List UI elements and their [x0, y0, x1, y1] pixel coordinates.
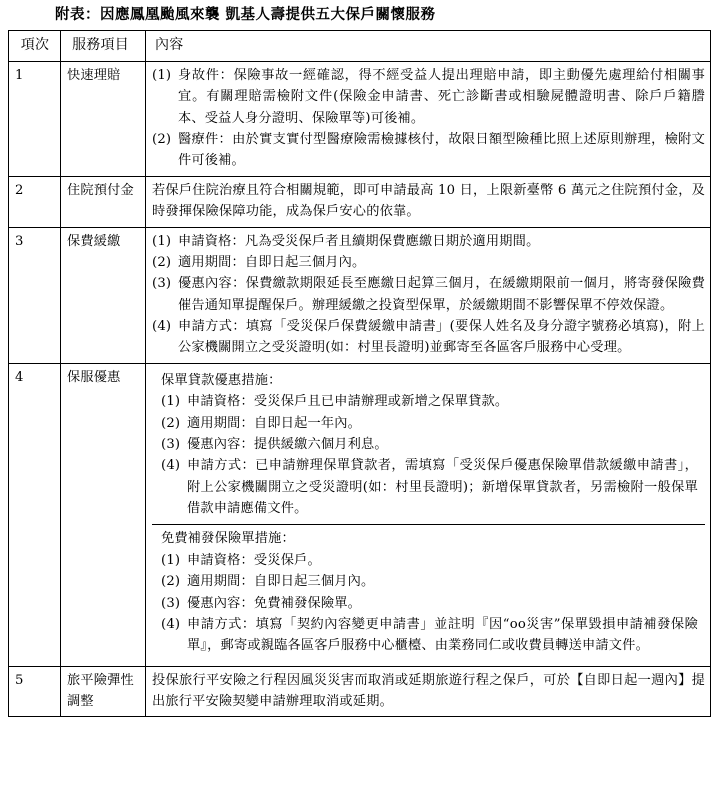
row-number: 1	[9, 61, 61, 176]
content-section	[152, 670, 705, 713]
row-content	[146, 666, 711, 717]
list-item-marker: (3)	[161, 436, 181, 452]
numbered-list-item	[161, 614, 698, 657]
list-item-text: 適用期間：自即日起三個月內。	[178, 254, 366, 270]
content-section	[152, 65, 705, 172]
list-item-marker: (2)	[152, 254, 172, 270]
list-item-text: 醫療件：由於實支實付型醫療險需檢據核付，故限日額型險種比照上述原則辦理，檢附文件可後補。	[178, 132, 705, 169]
numbered-list-item	[161, 413, 698, 434]
numbered-list-item	[152, 316, 705, 359]
numbered-list-item	[161, 571, 698, 592]
content-section	[152, 231, 705, 359]
list-item-marker: (4)	[161, 458, 181, 474]
list-item-marker: (1)	[152, 67, 172, 83]
table-header-row	[9, 31, 711, 62]
list-item-marker: (4)	[152, 319, 172, 335]
list-item-marker: (2)	[161, 574, 181, 590]
column-header-no: 項次	[9, 31, 61, 62]
list-item-text: 申請方式：填寫「契約內容變更申請書」並註明『因“oo災害”保單毀損申請補發保險單』，郵寄或親臨各區客戶服務中心櫃檯、由業務同仁或收費員轉送申請文件。	[187, 616, 698, 654]
content-paragraph: 若保戶住院治療且符合相關規範，即可申請最高 10 日，上限新臺幣 6 萬元之住院預付金，及時發揮保險保障功能，成為保戶安心的依靠。	[152, 182, 705, 220]
list-item-text: 適用期間：自即日起三個月內。	[187, 574, 375, 590]
row-number: 3	[9, 227, 61, 363]
list-item-marker: (2)	[161, 415, 181, 431]
list-item-text: 優惠內容：免費補發保險單。	[187, 595, 362, 611]
list-item-marker: (1)	[161, 552, 181, 568]
column-header-body: 內容	[146, 31, 711, 62]
list-item-text: 優惠內容：提供緩繳六個月利息。	[187, 436, 388, 452]
table-row	[9, 61, 711, 176]
row-service-name: 旅平險彈性調整	[61, 666, 146, 717]
row-service-name: 保服優惠	[61, 363, 146, 666]
row-service-name: 住院預付金	[61, 176, 146, 227]
numbered-list-item	[161, 391, 698, 412]
numbered-list-item	[161, 434, 698, 455]
row-content	[146, 61, 711, 176]
list-item-marker: (1)	[161, 394, 181, 410]
list-item-text: 適用期間：自即日起一年內。	[187, 415, 362, 431]
row-number: 2	[9, 176, 61, 227]
numbered-list-item	[161, 550, 698, 571]
numbered-list-item	[152, 273, 705, 316]
row-content	[146, 363, 711, 666]
row-service-name: 快速理賠	[61, 61, 146, 176]
numbered-list-item	[161, 593, 698, 614]
row-content	[146, 176, 711, 227]
list-item-marker: (2)	[152, 132, 172, 148]
numbered-list-item	[152, 231, 705, 252]
table-row	[9, 227, 711, 363]
content-section	[152, 180, 705, 223]
table-row	[9, 363, 711, 666]
row-content	[146, 227, 711, 363]
list-item-text: 申請資格：凡為受災保戶者且續期保費應繳日期於適用期間。	[178, 233, 540, 249]
content-section	[152, 524, 705, 661]
content-paragraph: 保單貸款優惠措施：	[161, 372, 282, 388]
list-item-marker: (4)	[161, 616, 181, 632]
row-number: 4	[9, 363, 61, 666]
list-item-text: 優惠內容：保費繳款期限延長至應繳日起算三個月，在緩繳期限前一個月，將寄發保險費催告通知單提醒保戶。辦理緩繳之投資型保單，於緩繳期間不影響保單不停效保證。	[178, 276, 705, 313]
page-title: 附表：因應鳳凰颱風來襲 凱基人壽提供五大保戶關懷服務	[55, 6, 436, 23]
numbered-list-item	[152, 129, 705, 172]
list-item-text: 申請資格：受災保戶。	[187, 552, 321, 568]
list-item-text: 申請方式：已申請辦理保單貸款者，需填寫「受災保戶優惠保險單借款緩繳申請書」，附上公家機關開立之受災證明(如：村里長證明)；新增保單貸款者，另需檢附一般保單借款申請應備文件。	[187, 458, 698, 517]
content-paragraph: 投保旅行平安險之行程因風災災害而取消或延期旅遊行程之保戶，可於【自即日起一週內】提出旅行平安險契變申請辦理取消或延期。	[152, 672, 705, 710]
numbered-list-item	[152, 252, 705, 273]
content-paragraph: 免費補發保險單措施：	[161, 531, 295, 547]
list-item-marker: (3)	[152, 276, 172, 292]
table-row	[9, 176, 711, 227]
table-body	[9, 61, 711, 717]
numbered-list-item	[161, 455, 698, 519]
list-item-text: 申請方式：填寫「受災保戶保費緩繳申請書」(要保人姓名及身分證字號務必填寫)，附上公家機關開立之受災證明(如：村里長證明)並郵寄至各區客戶服務中心受理。	[178, 319, 705, 356]
list-item-marker: (3)	[161, 595, 181, 611]
content-section	[152, 367, 705, 525]
column-header-item: 服務項目	[61, 31, 146, 62]
row-service-name: 保費緩繳	[61, 227, 146, 363]
row-number: 5	[9, 666, 61, 717]
table-row	[9, 666, 711, 717]
list-item-text: 身故件：保險事故一經確認，得不經受益人提出理賠申請，即主動優先處理給付相關事宜。有關理賠需檢附文件(保險金申請書、死亡診斷書或相驗屍體證明書、除戶戶籍謄本、受益人身分證明、保險單等)可後補。	[178, 67, 705, 126]
care-services-table	[8, 30, 711, 717]
table-header	[9, 31, 711, 62]
list-item-marker: (1)	[152, 233, 172, 249]
list-item-text: 申請資格：受災保戶且已申請辦理或新增之保單貸款。	[187, 394, 509, 410]
numbered-list-item	[152, 65, 705, 129]
